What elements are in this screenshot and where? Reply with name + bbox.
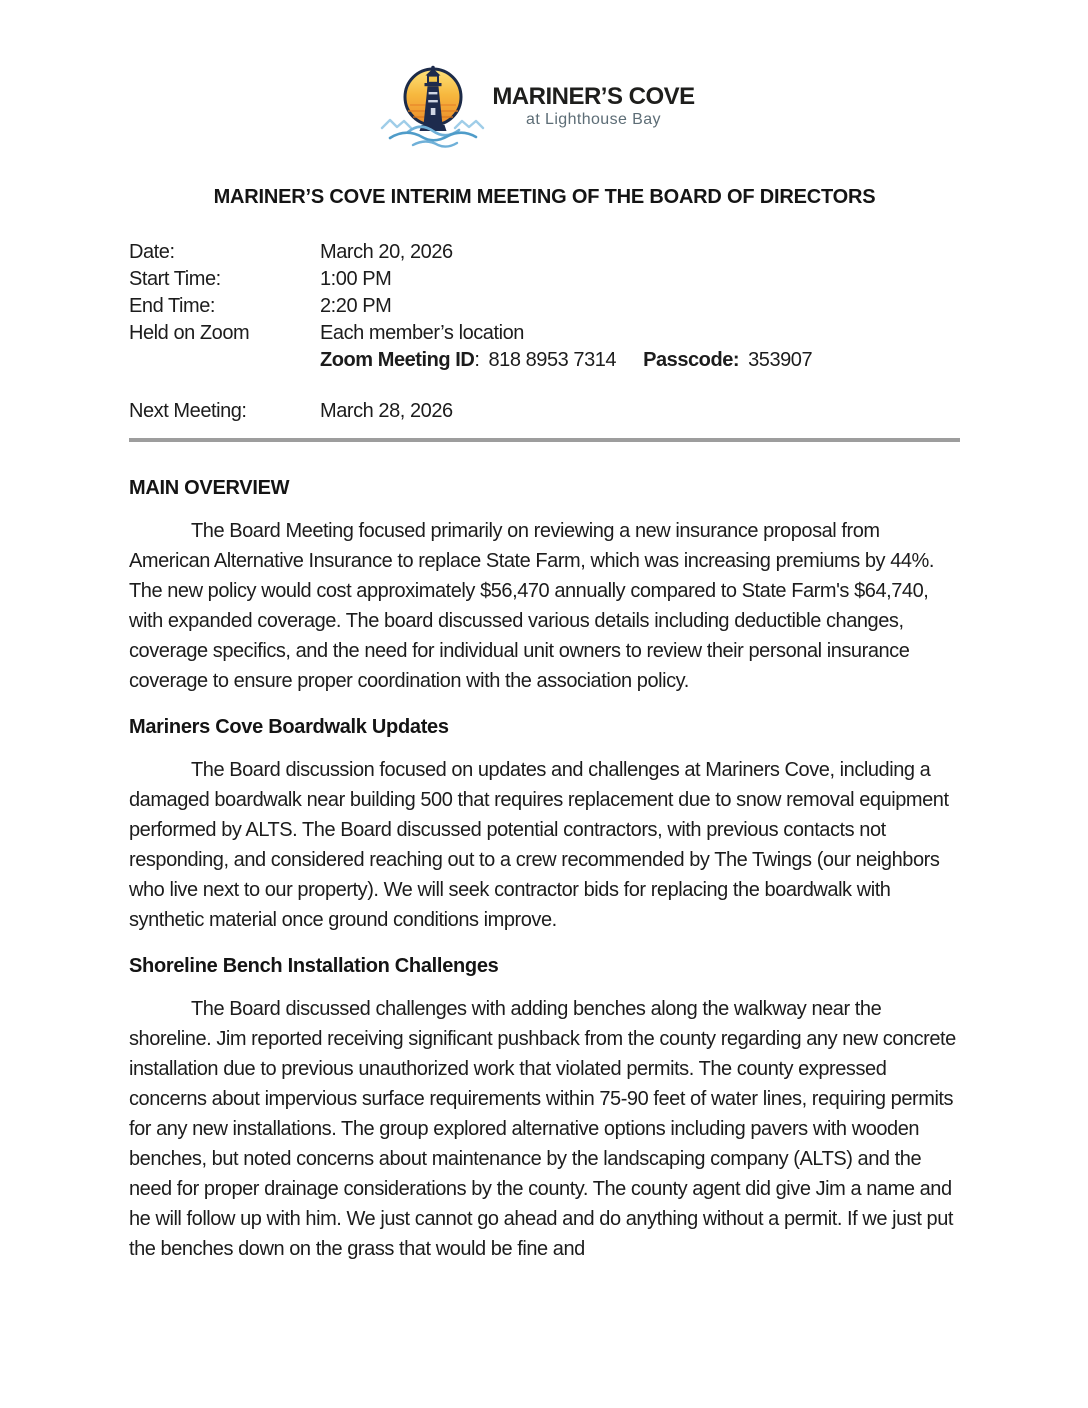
logo-name: MARINER’S COVE [492, 82, 695, 110]
section-heading: Shoreline Bench Installation Challenges [129, 955, 499, 977]
colon: : [474, 349, 480, 371]
detail-row-next-meeting [129, 398, 960, 425]
section-boardwalk-updates [129, 712, 960, 935]
section-paragraph: The Board discussion focused on updates and challenges at Mariners Cove, including a damaged boardwalk near building 500 that requires replacement due to snow removal equipment performed by ALTS. The Board discussed potential contractors, with previous contacts not responding, and considered reaching out to a crew recommended by The Twings (our neighbors who live next to our property). We will seek contractor bids for replacing the boardwalk with synthetic material once ground conditions improve. [129, 759, 949, 931]
lighthouse-logo-icon [380, 59, 486, 153]
document-body [129, 473, 960, 1264]
detail-value: Each member’s location [320, 322, 524, 344]
spacer [129, 347, 320, 374]
detail-value: March 28, 2026 [320, 400, 453, 422]
detail-row-start-time [129, 266, 960, 293]
passcode-label: Passcode: [643, 349, 740, 371]
meeting-details [129, 239, 960, 425]
document-title: MARINER’S COVE INTERIM MEETING OF THE BOARD OF DIRECTORS [213, 186, 876, 208]
logo-text [492, 84, 694, 129]
section-paragraph: The Board discussed challenges with adding benches along the walkway near the shoreline. Jim reported receiving significant pushback from the county regarding any new concrete installation due to previous unauthorized work that violated permits. The county expressed concerns about impervious surface requirements within 75-90 feet of water lines, requiring permits for any new installations. The group explored alternative options including pavers with wooden benches, but noted concerns about maintenance by the landscaping company (ALTS) and the need for proper drainage considerations by the county. The county agent did give Jim a name and he will follow up with him. We just cannot go ahead and do anything without a permit. If we just put the benches down on the grass that would be fine and [129, 998, 956, 1260]
detail-label: End Time: [129, 295, 215, 317]
section-heading: Mariners Cove Boardwalk Updates [129, 716, 449, 738]
detail-label: Start Time: [129, 268, 221, 290]
lantern-light [429, 77, 437, 82]
section-shoreline-bench [129, 951, 960, 1264]
detail-label: Next Meeting: [129, 400, 247, 422]
passcode-value: 353907 [748, 349, 813, 371]
detail-row-zoom-meeting-id [129, 347, 960, 374]
section-divider [129, 438, 960, 442]
section-paragraph: The Board Meeting focused primarily on reviewing a new insurance proposal from American Alternative Insurance to replace State Farm, which was increasing premiums by 44%. The new policy would cost approximately $56,470 annually compared to State Farm's $64,740, with expanded coverage. The board discussed various details including deductible changes, coverage specifics, and the need for individual unit owners to review their personal insurance coverage to ensure proper coordination with the association policy. [129, 520, 934, 692]
section-main-overview [129, 473, 960, 696]
logo-tagline: at Lighthouse Bay [526, 110, 661, 128]
detail-value: 2:20 PM [320, 295, 392, 317]
detail-row-end-time [129, 293, 960, 320]
section-heading: MAIN OVERVIEW [129, 477, 290, 499]
zoom-meeting-id-value: 818 8953 7314 [488, 349, 617, 371]
zoom-meeting-id-label: Zoom Meeting ID [320, 349, 475, 371]
detail-value: March 20, 2026 [320, 241, 453, 263]
detail-value: 1:00 PM [320, 268, 392, 290]
zoom-meeting-line [320, 347, 960, 374]
detail-label: Held on Zoom [129, 322, 250, 344]
detail-label: Date: [129, 241, 175, 263]
detail-row-held-on-zoom [129, 320, 960, 347]
detail-row-date [129, 239, 960, 266]
logo [115, 58, 960, 154]
